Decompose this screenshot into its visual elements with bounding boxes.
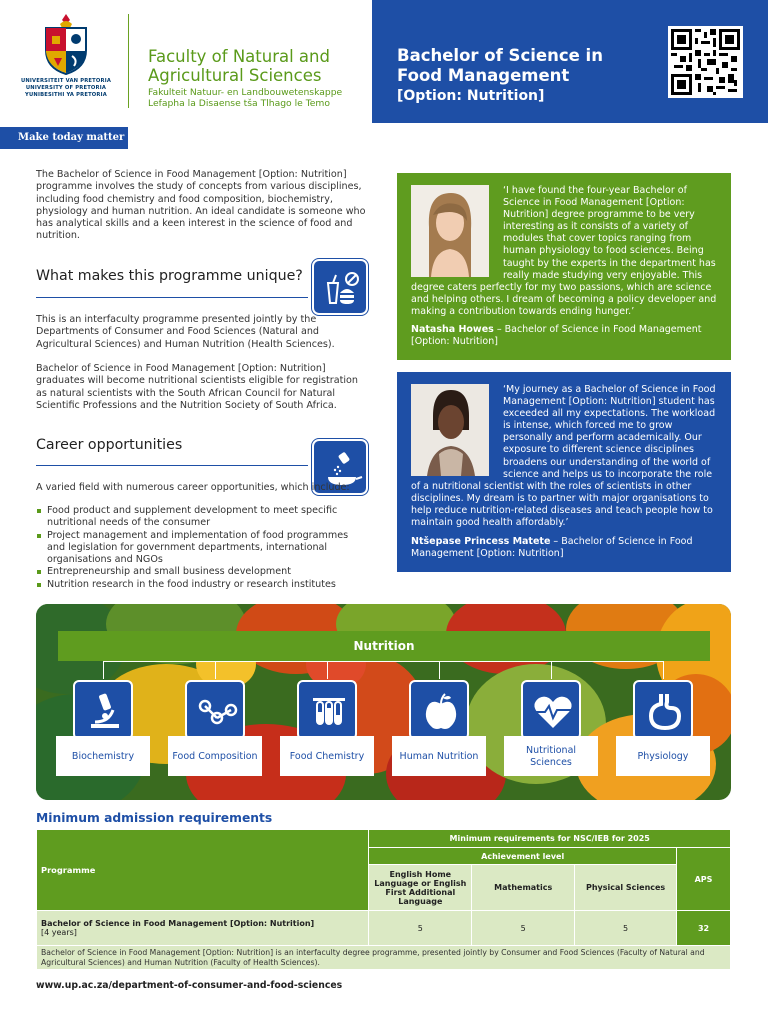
student-programme: – Bachelor of Science in Food Management [Option: Nutrition] [411,536,693,560]
header-divider [128,14,129,108]
discipline-label: Food Composition [168,736,262,776]
student-name: Ntšepase Princess Matete [411,536,551,547]
connector-line [103,661,663,662]
food-no-icon [312,259,368,315]
discipline-label: Biochemistry [56,736,150,776]
crest-logo-icon [40,12,92,78]
unique-paragraph-2: Bachelor of Science in Food Management [Option: Nutrition] graduates will become nutritional scientists eligible for registration as natural scientists with the South African Council for Natural Scientific Professions and the Nutrition Society of South Africa. [36,363,358,411]
table-row [37,911,731,946]
unique-paragraph-1: This is an interfaculty programme presented jointly by the Departments of Consumer and Food Sciences (Natural and Agricultural Sciences) and Human Nutrition (Health Sciences). [36,314,335,350]
page-header [0,0,768,126]
stomach-icon [633,680,693,740]
aps-column-header: APS [677,848,731,911]
heartbeat-icon [521,680,581,740]
discipline-label: Human Nutrition [392,736,486,776]
nutrition-title-bar: Nutrition [58,631,710,661]
unique-heading: What makes this programme unique? [36,268,303,284]
faculty-subtitle-st: Lefapha la Disaense tša Tlhago le Temo [148,98,330,109]
discipline-label: Food Chemistry [280,736,374,776]
requirement-cell: 5 [369,911,472,946]
table-header: Minimum requirements for NSC/IEB for 2025 [369,830,731,848]
achievement-header: Achievement level [369,848,677,865]
microscope-icon [73,680,133,740]
testimonial-card-1 [397,173,731,360]
list-item: Entrepreneurship and small business development [36,566,366,578]
faculty-subtitle-af: Fakulteit Natuur- en Landbouwetenskappe [148,87,343,98]
testimonial-quote: ‘My journey as a Bachelor of Science in Food Management [Option: Nutrition] student has exceeded all my expectations. The workload is intense, which forced me to grow personally and perform academically. Our exposure to different science disciplines broadens our understanding of the world of science and helps us to incorporate the role of a nutritional scientist with the roles of scientists in other disciplines. My dream is to partner with major organisations to help reduce nutrition-related diseases and teach people how to maintain good health affordably.’ [411,384,716,529]
admission-heading: Minimum admission requirements [36,811,273,825]
requirement-cell: 5 [472,911,575,946]
testimonial-attribution [411,324,717,348]
career-list [36,505,366,591]
unique-heading-rule [36,297,308,298]
career-heading: Career opportunities [36,437,183,453]
department-link[interactable]: www.up.ac.za/department-of-consumer-and-food-sciences [36,980,343,991]
university-name-zu: YUNIBESITHI YA PRETORIA [25,92,107,98]
nutrition-banner [36,604,731,800]
programme-column-header: Programme [37,830,369,911]
list-item: Project management and implementation of food programmes and legislation for government departments, international organisations and NGOs [36,530,366,567]
testimonial-card-2 [397,372,731,572]
tagline-badge: Make today matter [0,127,128,149]
career-intro: A varied field with numerous career opportunities, which include: [36,482,350,493]
list-item: Food product and supplement development to meet specific nutritional needs of the consumer [36,505,366,530]
testimonial-quote: ‘I have found the four-year Bachelor of Science in Food Management [Option: Nutrition] degree programme to be very interesting as it consists of a variety of modules that cover topics ranging from human physiology to food sciences. Being taught by the experts in the department has really made studying very enjoyable. This degree caters perfectly for my two passions, which are science and helping others. I dream of becoming a policy developer and making a contribution towards ending hunger.’ [411,185,717,317]
student-name: Natasha Howes [411,324,494,335]
test-tubes-icon [297,680,357,740]
programme-cell [37,911,369,946]
career-heading-rule [36,465,308,466]
list-item: Nutrition research in the food industry or research institutes [36,579,366,591]
student-programme: – Bachelor of Science in Food Management [Option: Nutrition] [411,324,702,348]
subject-header: Physical Sciences [575,865,677,911]
programme-option: [Option: Nutrition] [397,88,545,104]
subject-header: English Home Language or English First Additional Language [369,865,472,911]
apple-icon [409,680,469,740]
university-name-en: UNIVERSITY OF PRETORIA [25,85,107,91]
faculty-subtitle [148,87,368,109]
programme-title-panel [372,0,768,123]
programme-duration: [4 years] [41,928,77,937]
requirement-cell: 5 [575,911,677,946]
admission-table [36,829,731,970]
programme-title: Bachelor of Science in Food Management [397,46,603,85]
qr-code-icon[interactable] [668,26,743,98]
discipline-label: Physiology [616,736,710,776]
discipline-label: Nutritional Sciences [504,736,598,776]
university-crest [18,12,114,110]
subject-header: Mathematics [472,865,575,911]
programme-name: Bachelor of Science in Food Management [Option: Nutrition] [41,919,315,928]
programme-intro: The Bachelor of Science in Food Management [Option: Nutrition] programme involves the study of concepts from various disciplines, including food chemistry and food composition, biochemistry, physiology and human nutrition. An ideal candidate is someone who has analytical skills and a keen interest in the science of food and nutrition. [36,169,366,242]
aps-cell: 32 [677,911,731,946]
faculty-title: Faculty of Natural and Agricultural Sciences [148,47,330,85]
testimonial-attribution [411,536,717,560]
admission-note: Bachelor of Science in Food Management [Option: Nutrition] is an interfaculty degree programme, presented jointly by Consumer and Food Sciences (Faculty of Natural and Agricultural Sciences) and Human Nutrition (Faculty of Health Sciences). [37,946,731,970]
university-name-af: UNIVERSITEIT VAN PRETORIA [20,78,112,84]
molecule-icon [185,680,245,740]
